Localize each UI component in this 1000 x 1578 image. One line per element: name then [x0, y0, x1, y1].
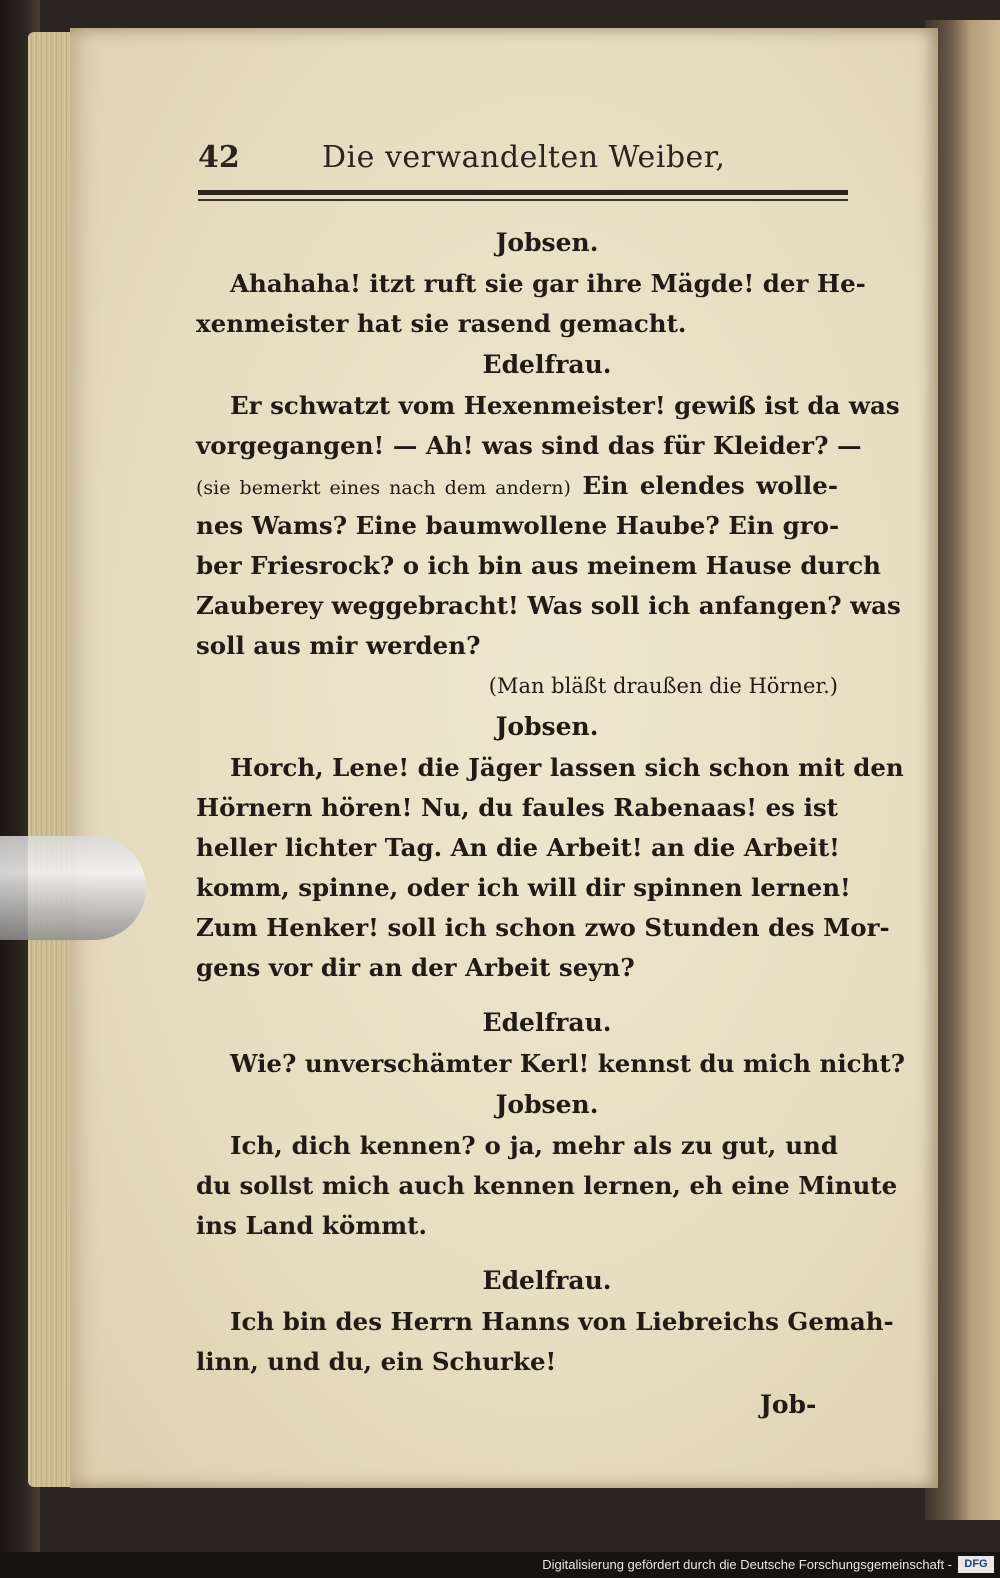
text-line: nes Wams? Eine baumwollene Haube? Ein gro- — [196, 511, 840, 540]
text-line: Wie? unverschämter Kerl! kennst du mich nicht? — [230, 1049, 906, 1078]
text-line: heller lichter Tag. An die Arbeit! an die Arbeit! — [196, 833, 840, 862]
page-header — [198, 140, 858, 180]
text-line: du sollst mich auch kennen lernen, eh eine Minute — [196, 1171, 898, 1200]
line-text: Ein elendes wolle- — [570, 471, 838, 500]
text-line: xenmeister hat sie rasend gemacht. — [196, 309, 687, 338]
footer-bar — [0, 1552, 1000, 1578]
text-line: komm, spinne, oder ich will dir spinnen lernen! — [196, 873, 851, 902]
speaker-name: Jobsen. — [495, 228, 599, 257]
block-gap — [196, 988, 838, 1002]
text-line: Zauberey weggebracht! Was soll ich anfangen? was — [196, 591, 901, 620]
text-line: Hörnern hören! Nu, du faules Rabenaas! es ist — [196, 793, 838, 822]
text-line: Zum Henker! soll ich schon zwo Stunden des Mor- — [196, 913, 890, 942]
stage-aside: (sie bemerkt eines nach dem andern) — [196, 477, 571, 499]
text-line: ber Friesrock? o ich bin aus meinem Hause durch — [196, 551, 881, 580]
header-rule-thin — [198, 199, 848, 201]
text-line: Ich, dich kennen? o ja, mehr als zu gut, und — [230, 1131, 838, 1160]
text-line: Horch, Lene! die Jäger lassen sich schon mit den — [230, 753, 904, 782]
text-line: ins Land kömmt. — [196, 1211, 428, 1240]
page-holder-clip — [0, 836, 146, 940]
header-rule-thick — [198, 190, 848, 195]
funding-credit: Digitalisierung gefördert durch die Deutsche Forschungsgemeinschaft - — [542, 1557, 952, 1572]
speaker-name: Jobsen. — [495, 712, 599, 741]
text-line — [196, 466, 838, 506]
play-text — [196, 222, 906, 1382]
page-number: 42 — [198, 140, 240, 175]
text-line: soll aus mir werden? — [196, 631, 481, 660]
stage-direction: (Man bläßt draußen die Hörner.) — [488, 674, 838, 698]
text-line: vorgegangen! — Ah! was sind das für Kleider? — — [196, 431, 862, 460]
running-title: Die verwandelten Weiber, — [322, 140, 726, 175]
speaker-name: Edelfrau. — [482, 1008, 612, 1037]
text-line: Ahahaha! itzt ruft sie gar ihre Mägde! der He- — [230, 269, 866, 298]
speaker-name: Jobsen. — [495, 1090, 599, 1119]
catchword: Job- — [760, 1390, 817, 1419]
text-line: gens vor dir an der Arbeit seyn? — [196, 953, 635, 982]
text-line: Ich bin des Herrn Hanns von Liebreichs Gemah- — [230, 1307, 894, 1336]
dfg-logo: DFG — [958, 1556, 994, 1573]
speaker-name: Edelfrau. — [482, 1266, 612, 1295]
text-line: linn, und du, ein Schurke! — [196, 1347, 557, 1376]
block-gap — [196, 1246, 838, 1260]
speaker-name: Edelfrau. — [482, 350, 612, 379]
text-line: Er schwatzt vom Hexenmeister! gewiß ist da was — [230, 391, 900, 420]
